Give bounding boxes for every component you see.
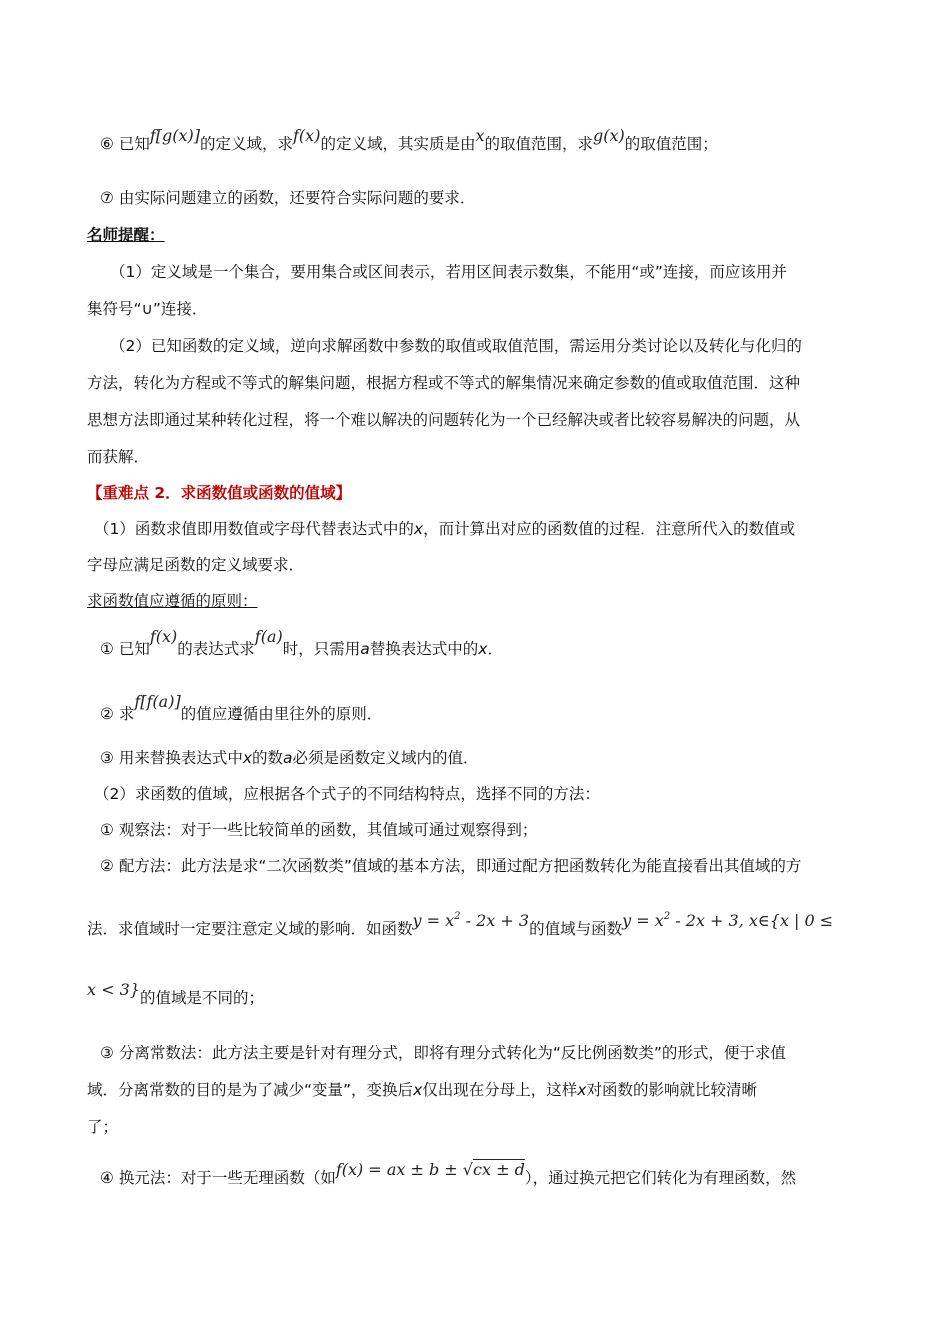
formula-f-x: f(x) <box>293 126 321 145</box>
method-3-line-2: 域．分离常数的目的是为了减少“变量”，变换后x仅出现在分母上，这样x对函数的影响就比较清晰 <box>87 1081 757 1099</box>
formula-g-x: g(x) <box>593 126 625 145</box>
principle-3-line: ③ 用来替换表达式中x的数a必须是函数定义域内的值． <box>100 749 479 767</box>
section-2-para-1-line-1: （1）函数求值即用数值或字母代替表达式中的x，而计算出对应的函数值的过程．注意所代入的数值或 <box>94 520 796 538</box>
formula-quadratic-2: $y = x^2 - 2x + 3$, x∈{x | 0 ≤ <box>622 911 834 930</box>
section-2-para-2: （2）求函数的值域，应根据各个式子的不同结构特点，选择不同的方法： <box>94 785 600 803</box>
tip-2-line-3: 思想方法即通过某种转化过程，将一个难以解决的问题转化为一个已经解决或者比较容易解决的问题，从 <box>87 411 801 429</box>
method-2-line-1: ② 配方法：此方法是求“二次函数类”值域的基本方法，即通过配方把函数转化为能直接看出其值域的方 <box>100 857 802 875</box>
tip-1-line-2: 集符号“∪”连接． <box>87 300 208 318</box>
tip-1-line-1: （1）定义域是一个集合，要用集合或区间表示，若用区间表示数集，不能用“或”连接，而应该用并 <box>110 263 787 281</box>
principle-1-line: ① 已知f(x)的表达式求f(a)时，只需用a替换表达式中的x． <box>100 627 503 658</box>
formula-quadratic-1: $y = x^2 - 2x + 3$ <box>412 911 530 930</box>
method-1-line: ① 观察法：对于一些比较简单的函数，其值域可通过观察得到； <box>100 821 538 839</box>
formula-x: x <box>475 126 485 145</box>
condition-7-line: ⑦ 由实际问题建立的函数，还要符合实际问题的要求． <box>100 189 476 207</box>
formula-domain-end: x < 3} <box>87 980 140 999</box>
formula-f-of-g-x: f[g(x)] <box>149 126 200 145</box>
tips-heading: 名师提醒： <box>87 226 165 244</box>
tip-2-line-4: 而获解． <box>87 448 150 466</box>
method-4-line-1: ④ 换元法：对于一些无理函数（如f(x) = ax ± b ± √cx ± d），通过换元把它们转化为有理函数，然 <box>100 1160 797 1187</box>
formula-f-a: f(a) <box>254 627 283 646</box>
formula-irrational-function: f(x) = ax ± b ± √cx ± d <box>335 1160 525 1179</box>
condition-6-line: ⑥ 已知f[g(x)]的定义域，求f(x)的定义域，其实质是由x的取值范围，求g(x)的取值范围； <box>100 126 718 153</box>
formula-f-of-f-a: f[f(a)] <box>134 692 181 711</box>
section-2-para-1-line-2: 字母应满足函数的定义域要求． <box>87 556 305 574</box>
principles-heading: 求函数值应遵循的原则： <box>87 592 258 610</box>
principle-2-line: ② 求f[f(a)]的值应遵循由里往外的原则． <box>100 692 383 723</box>
method-3-line-1: ③ 分离常数法：此方法主要是针对有理分式，即将有理分式转化为“反比例函数类”的形式，便于求值 <box>100 1044 786 1062</box>
method-2-line-2: 法．求值域时一定要注意定义域的影响．如函数$y = x^2 - 2x + 3$的值域与函数$y = x^2 - 2x + 3$, x∈{x | 0 ≤ <box>87 914 833 940</box>
tip-2-line-2: 方法，转化为方程或不等式的解集问题，根据方程或不等式的解集情况来确定参数的值或取值范围．这种 <box>87 374 801 392</box>
formula-f-x: f(x) <box>149 627 178 646</box>
method-2-line-3: x < 3}的值域是不同的； <box>87 980 264 1007</box>
section-2-heading: 【重难点 2．求函数值或函数的值域】 <box>87 484 352 502</box>
tip-2-line-1: （2）已知函数的定义域，逆向求解函数中参数的取值或取值范围，需运用分类讨论以及转化与化归的 <box>110 337 802 355</box>
method-3-line-3: 了； <box>87 1118 119 1136</box>
